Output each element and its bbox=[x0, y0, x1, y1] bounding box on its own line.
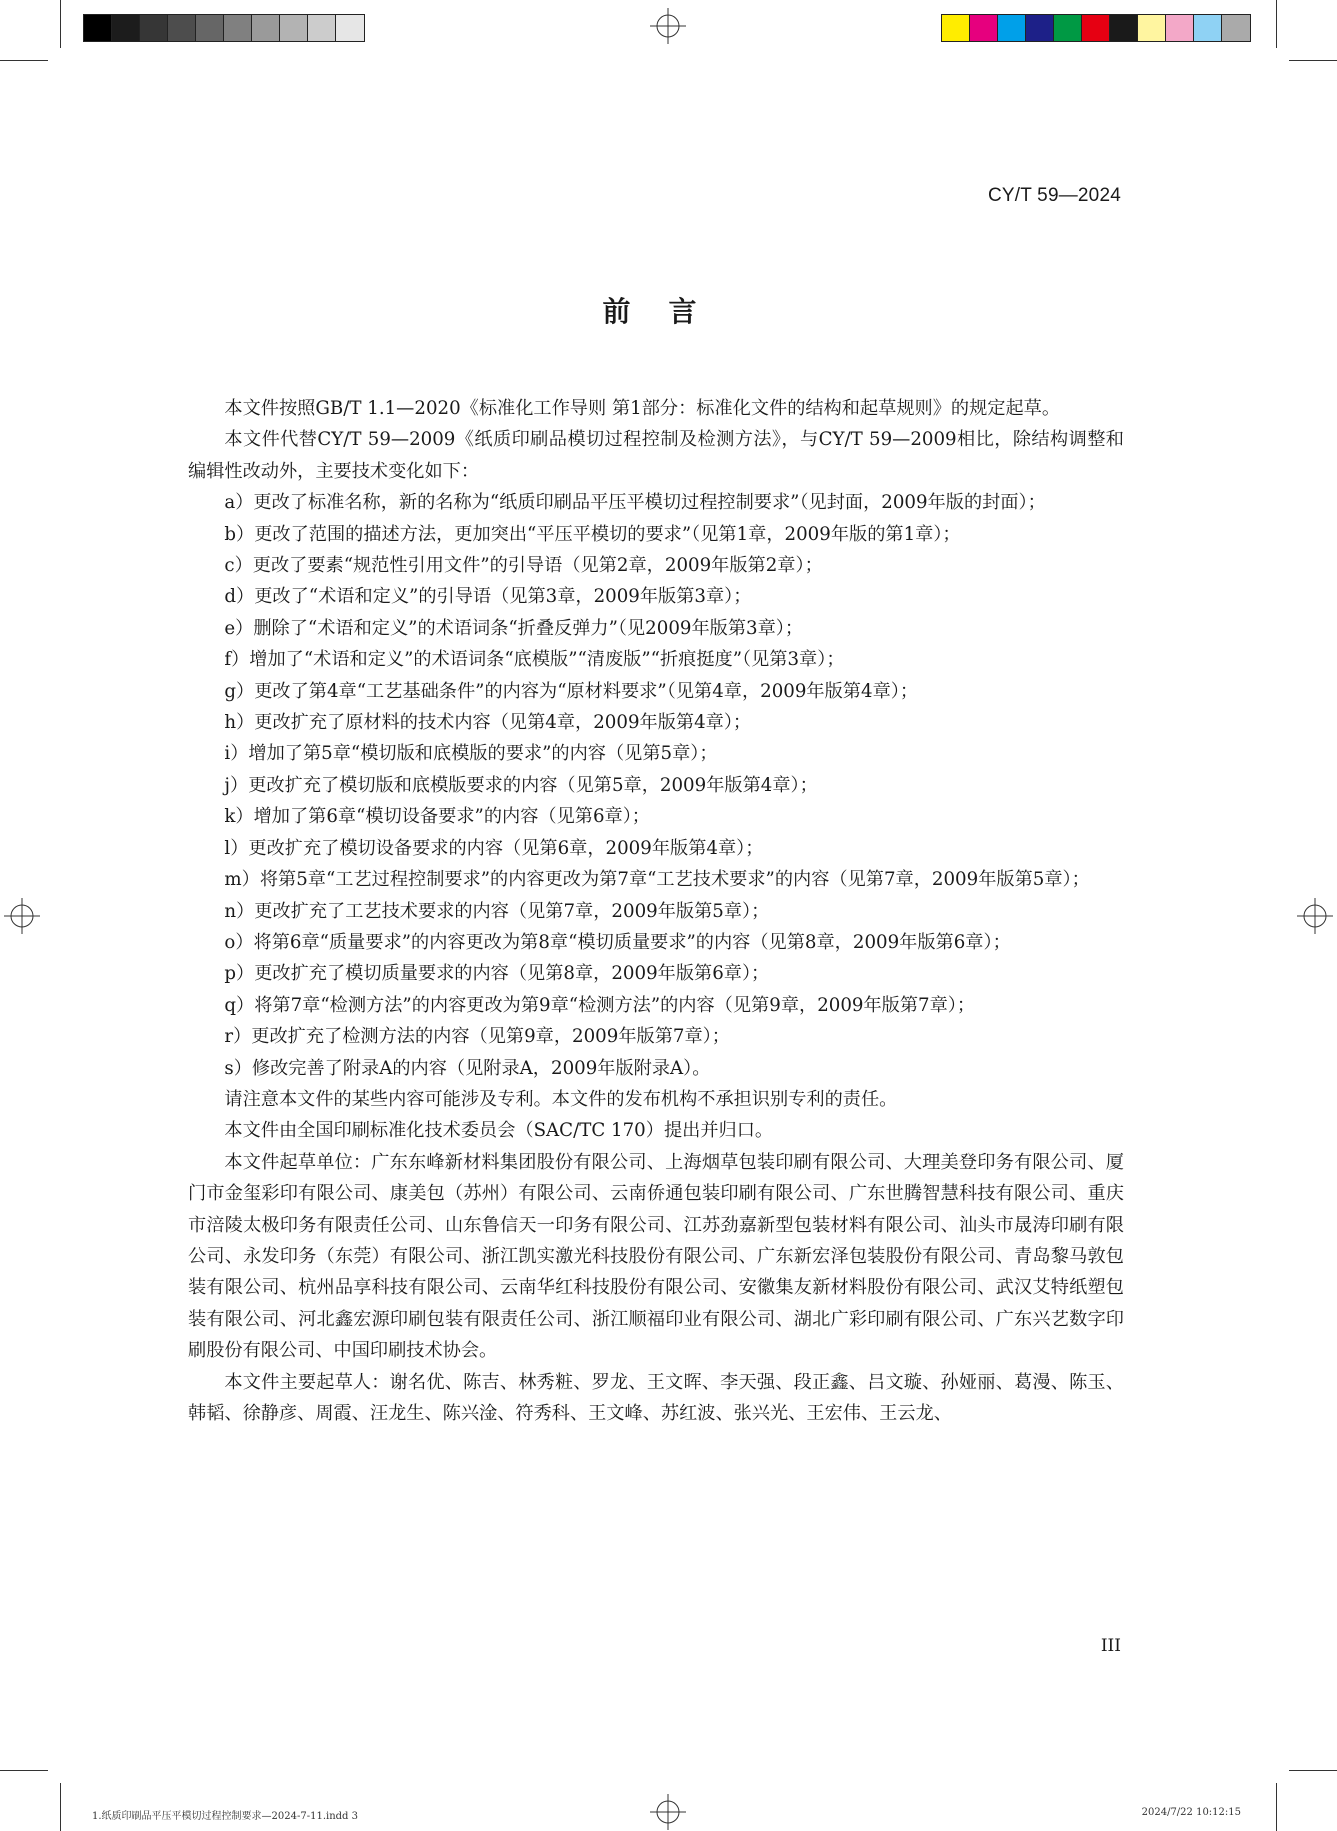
crop-mark bbox=[1276, 1783, 1277, 1831]
color-swatch bbox=[942, 15, 970, 41]
color-swatch bbox=[84, 15, 112, 41]
color-calibration-bar bbox=[941, 14, 1251, 42]
color-swatch bbox=[1222, 15, 1250, 41]
footer-file-name: 1.纸质印刷品平压平模切过程控制要求—2024-7-11.indd 3 bbox=[92, 1811, 358, 1822]
color-swatch bbox=[1138, 15, 1166, 41]
page-number: III bbox=[1100, 1636, 1121, 1656]
document-code: CY/T 59—2024 bbox=[987, 185, 1121, 206]
color-swatch bbox=[168, 15, 196, 41]
color-swatch bbox=[140, 15, 168, 41]
body-paragraph: l）更改扩充了模切设备要求的内容（见第6章，2009年版第4章）； bbox=[224, 837, 764, 859]
body-paragraph: a）更改了标准名称，新的名称为“纸质印刷品平压平模切过程控制要求”（见封面，2009年版的封面）； bbox=[224, 492, 1046, 514]
body-paragraph: b）更改了范围的描述方法，更加突出“平压平模切的要求”（见第1章，2009年版的第1章）； bbox=[224, 523, 961, 545]
color-swatch bbox=[224, 15, 252, 41]
registration-mark-icon bbox=[650, 1794, 686, 1830]
footer-timestamp: 2024/7/22 10:12:15 bbox=[1141, 1807, 1241, 1818]
registration-mark-icon bbox=[650, 8, 686, 44]
crop-mark bbox=[0, 60, 48, 61]
crop-mark bbox=[60, 1783, 61, 1831]
page-title: 前言 bbox=[602, 295, 735, 328]
body-paragraph: j）更改扩充了模切版和底模版要求的内容（见第5章，2009年版第4章）； bbox=[224, 774, 818, 796]
body-paragraph: 本文件代替CY/T 59—2009《纸质印刷品模切过程控制及检测方法》，与CY/T 59—2009相比，除结构调整和编辑性改动外，主要技术变化如下： bbox=[188, 429, 1124, 482]
body-paragraph: h）更改扩充了原材料的技术内容（见第4章，2009年版第4章）； bbox=[224, 712, 752, 734]
body-paragraph: k）增加了第6章“模切设备要求”的内容（见第6章）； bbox=[224, 806, 650, 828]
color-swatch bbox=[280, 15, 308, 41]
gray-calibration-bar bbox=[83, 14, 365, 42]
color-swatch bbox=[1194, 15, 1222, 41]
body-paragraph: d）更改了“术语和定义”的引导语（见第3章，2009年版第3章）； bbox=[224, 586, 752, 608]
body-paragraph: n）更改扩充了工艺技术要求的内容（见第7章，2009年版第5章）； bbox=[224, 900, 770, 922]
body-paragraph: c）更改了要素“规范性引用文件”的引导语（见第2章，2009年版第2章）； bbox=[224, 555, 823, 577]
body-paragraph: 请注意本文件的某些内容可能涉及专利。本文件的发布机构不承担识别专利的责任。 bbox=[224, 1088, 898, 1110]
color-swatch bbox=[970, 15, 998, 41]
color-swatch bbox=[308, 15, 336, 41]
registration-mark-icon bbox=[1297, 898, 1333, 934]
body-paragraph: q）将第7章“检测方法”的内容更改为第9章“检测方法”的内容（见第9章，2009年版第7章）； bbox=[224, 994, 976, 1016]
crop-mark bbox=[1276, 0, 1277, 48]
color-swatch bbox=[1110, 15, 1138, 41]
crop-mark bbox=[0, 1770, 48, 1771]
color-swatch bbox=[1166, 15, 1194, 41]
foreword-body bbox=[188, 393, 1124, 1429]
body-paragraph: s）修改完善了附录A的内容（见附录A，2009年版附录A）。 bbox=[224, 1057, 711, 1079]
body-paragraph: m）将第5章“工艺过程控制要求”的内容更改为第7章“工艺技术要求”的内容（见第7章，2009年版第5章）； bbox=[224, 869, 1090, 891]
body-paragraph: 本文件起草单位：广东东峰新材料集团股份有限公司、上海烟草包装印刷有限公司、大理美登印务有限公司、厦门市金玺彩印有限公司、康美包（苏州）有限公司、云南侨通包装印刷有限公司、广东世腾智慧科技有限公司、重庆市涪陵太极印务有限责任公司、山东鲁信天一印务有限公司、江苏劲嘉新型包装材料有限公司、汕头市晟涛印刷有限公司、永发印务（东莞）有限公司、浙江凯实激光科技股份有限公司、广东新宏泽包装股份有限公司、青岛黎马敦包装有限公司、杭州品享科技有限公司、云南华红科技股份有限公司、安徽集友新材料股份有限公司、武汉艾特纸塑包装有限公司、河北鑫宏源印刷包装有限责任公司、浙江顺福印业有限公司、湖北广彩印刷有限公司、广东兴艺数字印刷股份有限公司、中国印刷技术协会。 bbox=[188, 1151, 1124, 1362]
body-paragraph: o）将第6章“质量要求”的内容更改为第8章“模切质量要求”的内容（见第8章，2009年版第6章）； bbox=[224, 931, 1011, 953]
crop-mark bbox=[1289, 1770, 1337, 1771]
color-swatch bbox=[252, 15, 280, 41]
crop-mark bbox=[1289, 60, 1337, 61]
color-swatch bbox=[1026, 15, 1054, 41]
color-swatch bbox=[998, 15, 1026, 41]
color-swatch bbox=[1082, 15, 1110, 41]
body-paragraph: g）更改了第4章“工艺基础条件”的内容为“原材料要求”（见第4章，2009年版第4章）； bbox=[224, 680, 919, 702]
color-swatch bbox=[1054, 15, 1082, 41]
body-paragraph: 本文件按照GB/T 1.1—2020《标准化工作导则 第1部分：标准化文件的结构和起草规则》的规定起草。 bbox=[224, 398, 1061, 419]
crop-mark bbox=[60, 0, 61, 48]
color-swatch bbox=[112, 15, 140, 41]
body-paragraph: f）增加了“术语和定义”的术语词条“底模版”“清废版”“折痕挺度”（见第3章）； bbox=[224, 649, 845, 671]
body-paragraph: r）更改扩充了检测方法的内容（见第9章，2009年版第7章）； bbox=[224, 1026, 730, 1048]
body-paragraph: 本文件由全国印刷标准化技术委员会（SAC/TC 170）提出并归口。 bbox=[224, 1120, 774, 1142]
color-swatch bbox=[196, 15, 224, 41]
body-paragraph: p）更改扩充了模切质量要求的内容（见第8章，2009年版第6章）； bbox=[224, 963, 770, 985]
body-paragraph: e）删除了“术语和定义”的术语词条“折叠反弹力”（见2009年版第3章）； bbox=[224, 617, 804, 639]
color-swatch bbox=[336, 15, 364, 41]
registration-mark-icon bbox=[4, 898, 40, 934]
body-paragraph: 本文件主要起草人：谢名优、陈吉、林秀粧、罗龙、王文晖、李天强、段正鑫、吕文璇、孙娅丽、葛漫、陈玉、韩韬、徐静彦、周霞、汪龙生、陈兴淦、符秀科、王文峰、苏红波、张兴光、王宏伟、王云龙、 bbox=[188, 1371, 1124, 1424]
body-paragraph: i）增加了第5章“模切版和底模版的要求”的内容（见第5章）； bbox=[224, 743, 718, 765]
